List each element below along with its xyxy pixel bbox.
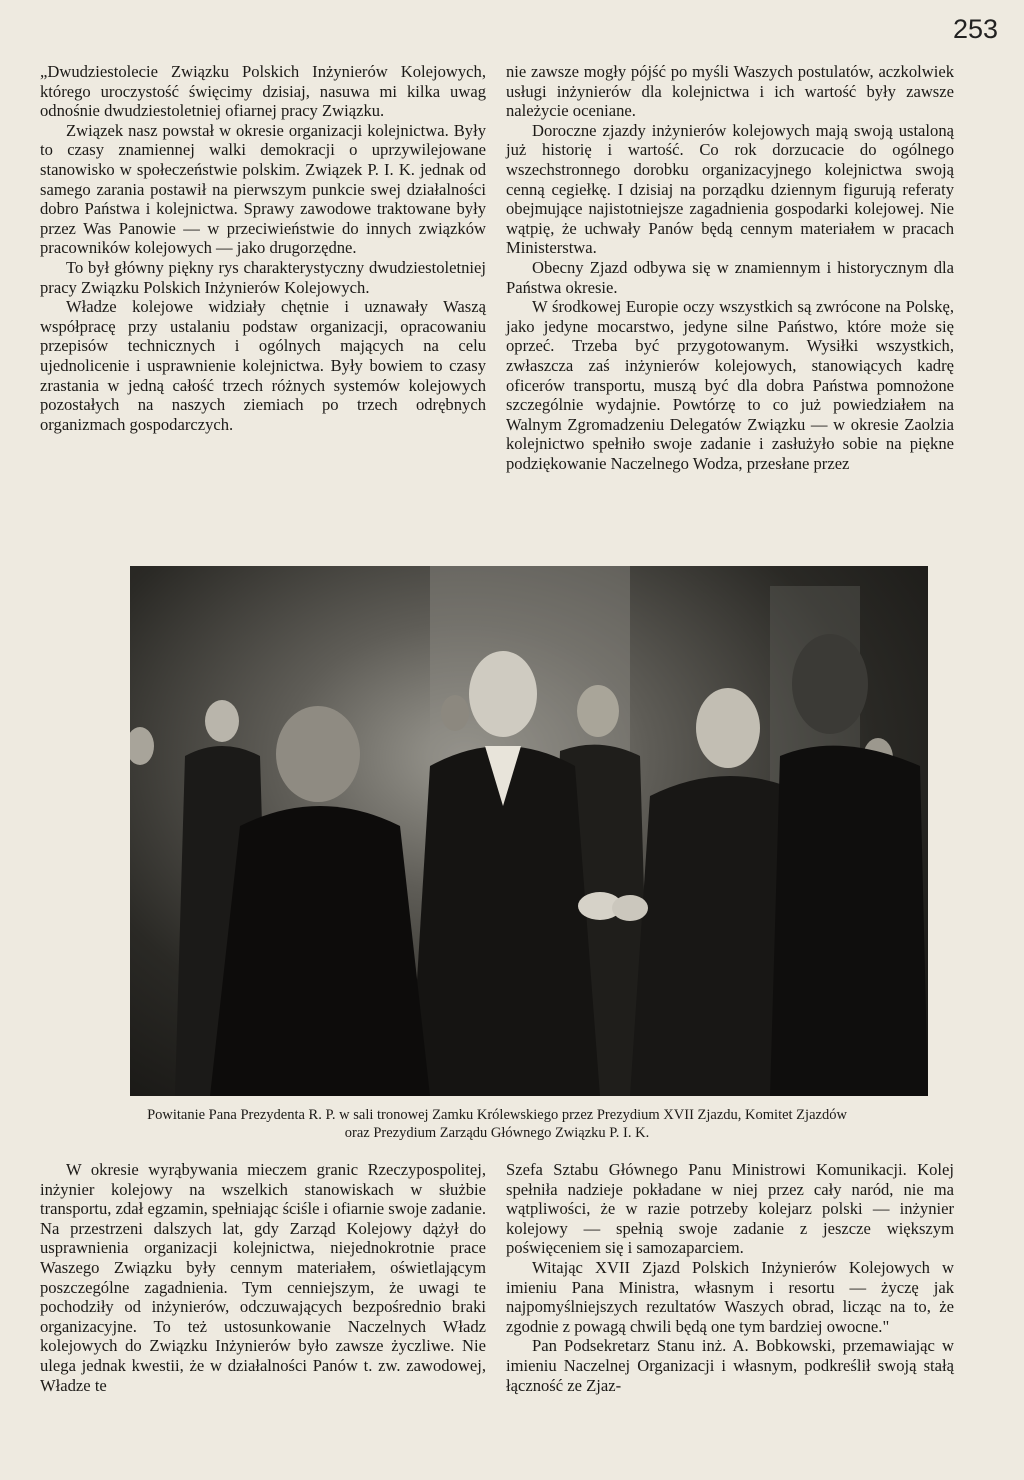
photograph-reception [130,566,928,1096]
column-top-left [40,62,486,434]
caption-line: oraz Prezydium Zarządu Głównego Związku P. I. K. [344,1125,650,1141]
column-top-right [506,62,954,473]
paragraph: W okresie wyrąbywania mieczem granic Rzeczypospolitej, inżynier kolejowy na wszelkich stanowiskach w służbie transportu, zdał egzamin, spełniając ściśle i ofiarnie swoje zadanie. Na przestrzeni dalszych lat, gdy Zarząd Kolejowy dążył do usprawnienia organizacji kolejnictwa, niejednokrotnie prace Waszego Związku były cennym materiałem, oświetlającym poszczególne zagadnienia. Tym cenniejszym, że uwagi te pochodziły od inżynierów, odczuwających bezpośrednio braki organizacyjne. To też ustosunkowanie Naczelnych Władz kolejowych do Związku Inżynierów było zawsze życzliwe. Nie ulega jednak kwestii, że w działalności Panów t. zw. zawodowej, Władze te [40,1160,486,1395]
paragraph: „Dwudziestolecie Związku Polskich Inżynierów Kolejowych, którego uroczystość święcimy dzisiaj, nasuwa mi kilka uwag odnośnie dwudziestoletniej ofiarnej pracy Związku. [40,62,486,121]
paragraph: Władze kolejowe widziały chętnie i uznawały Waszą współpracę przy ustalaniu podstaw organizacji, opracowaniu przepisów technicznych i ogólnych mających na celu ujednolicenie i usprawnienie kolejnictwa. Były bowiem to czasy zrastania w jedną całość trzech różnych systemów kolejowych pozostałych na naszych ziemiach po trzech odrębnych organizmach gospodarczych. [40,297,486,434]
caption-line: Powitanie Pana Prezydenta R. P. w sali tronowej Zamku Królewskiego przez Prezydium XVII Zjazdu, Komitet Zjazdów [147,1107,847,1123]
paragraph: Szefa Sztabu Głównego Panu Ministrowi Komunikacji. Kolej spełniła nadzieje pokładane w niej przez cały naród, nie ma wątpliwości, że w razie potrzeby kolejarz polski — inżynier kolejowy — spełnią swoje zadanie z jeszcze większym poświęceniem się i samozaparciem. [506,1160,954,1258]
paragraph: Pan Podsekretarz Stanu inż. A. Bobkowski, przemawiając w imieniu Naczelnej Organizacji i własnym, podkreślił swoją stałą łączność ze Zjaz- [506,1336,954,1395]
column-bottom-right [506,1160,954,1395]
paragraph: Doroczne zjazdy inżynierów kolejowych mają swoją ustaloną już historię i wartość. Co rok dorzucacie do ogólnego wszechstronnego dorobku organizacyjnego kolejnictwa swoją cenną cegiełkę. I dzisiaj na porządku dziennym figurują referaty obejmujące najistotniejsze zagadnienia gospodarki kolejowej. Nie wątpię, że uchwały Panów będą cennym materiałem w pracach Ministerstwa. [506,120,954,258]
paragraph: nie zawsze mogły pójść po myśli Waszych postulatów, aczkolwiek usługi inżynierów dla kolejnictwa i ich wartość były zawsze należycie oceniane. [506,62,954,121]
photo-caption [40,1106,954,1142]
paragraph: To był główny piękny rys charakterystyczny dwudziestoletniej pracy Związku Polskich Inżynierów Kolejowych. [40,257,486,297]
paragraph: W środkowej Europie oczy wszystkich są zwrócone na Polskę, jako jedyne mocarstwo, jedyne silne Państwo, które może się oprzeć. Trzeba być przygotowanym. Wysiłki wszystkich, zwłaszcza zaś inżynierów kolejowych, stanowiących kadrę oficerów transportu, muszą być dla dobra Państwa pomnożone szczególnie wydajnie. Powtórzę to co już powiedziałem na Walnym Zgromadzeniu Delegatów Związku — w okresie Zaolzia kolejnictwo spełniło swoje zadanie i zasłużyło sobie na piękne podziękowanie Naczelnego Wodza, przesłane przez [506,297,954,473]
paragraph: Związek nasz powstał w okresie organizacji kolejnictwa. Były to czasy znamiennej walki demokracji o uprzywilejowane stanowisko w społeczeństwie polskim. Związek P. I. K. jednak od samego zarania postawił na pierwszym punkcie swej działalności dobro Państwa i kolejnictwa. Sprawy zawodowe traktowane były przez Was Panowie — w przeciwieństwie do innych związków pracowników kolejowych — jako drugorzędne. [40,120,486,258]
photo-illustration [130,566,928,1096]
paragraph: Witając XVII Zjazd Polskich Inżynierów Kolejowych w imieniu Pana Ministra, własnym i resortu — życzę jak najpomyślniejszych rezultatów Waszych obrad, licząc na to, że zgodnie z powagą chwili będą one tym bardziej owocne." [506,1257,954,1336]
paragraph: Obecny Zjazd odbywa się w znamiennym i historycznym dla Państwa okresie. [506,257,954,297]
page-number: 253 [952,14,998,44]
column-bottom-left [40,1160,486,1395]
